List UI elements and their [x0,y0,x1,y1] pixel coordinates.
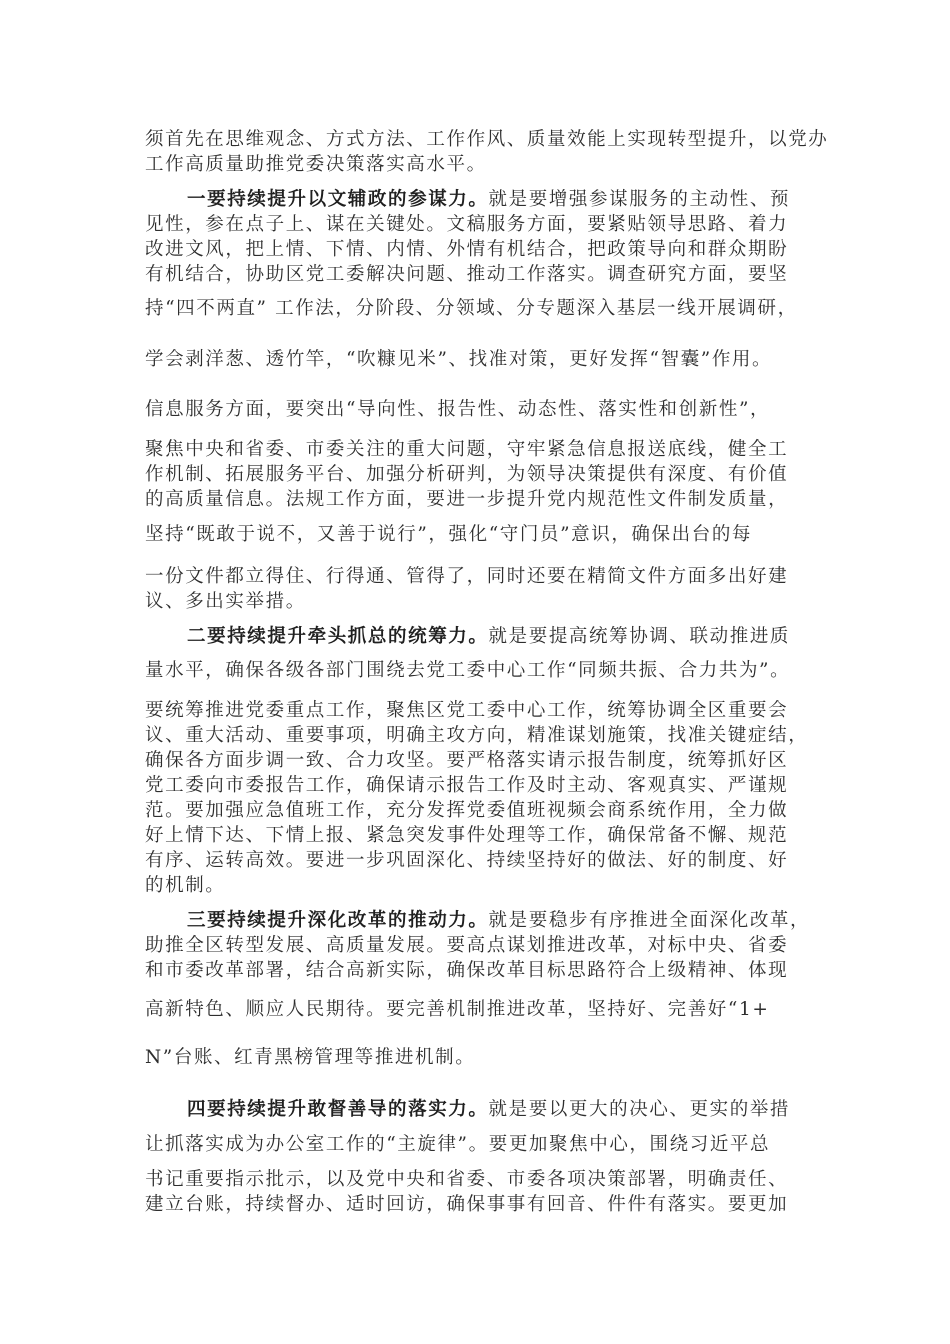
text-line: 见性，参在点子上、谋在关键处。文稿服务方面，要紧贴领导思路、着力 [145,214,789,235]
text-line: 有序、运转高效。要进一步巩固深化、持续坚持好的做法、好的制度、好 [145,850,789,871]
text-line: 持“四不两直” 工作法，分阶段、分领域、分专题深入基层一线开展调研， [145,298,798,319]
text-line: 的机制。 [145,875,226,896]
paragraph-heading: 一要持续提升以文辅政的参谋力。 [187,189,489,210]
paragraph-heading: 四要持续提升敢督善导的落实力。 [187,1099,489,1120]
text-line: 议、多出实举措。 [145,591,306,612]
text-line: 要统筹推进党委重点工作，聚焦区党工委中心工作，统筹协调全区重要会 [145,700,789,721]
paragraph-heading-line: 一要持续提升以文辅政的参谋力。就是要增强参谋服务的主动性、预 [187,189,791,210]
text-line: 助推全区转型发展、高质量发展。要高点谋划推进改革，对标中央、省委 [145,935,789,956]
text-line: 聚焦中央和省委、市委关注的重大问题，守牢紧急信息报送底线，健全工 [145,439,789,460]
text-line: 确保各方面步调一致、合力攻坚。要严格落实请示报告制度，统筹抓好区 [145,750,789,771]
text-line: 议、重大活动、重要事项，明确主攻方向，精准谋划施策，找准关键症结， [145,725,809,746]
text-line: 高新特色、顺应人民期待。要完善机制推进改革，坚持好、完善好“1+ [145,999,770,1020]
text-line: 坚持“既敢于说不，又善于说行”，强化“守门员”意识，确保出台的每 [145,524,753,545]
paragraph-heading-line: 二要持续提升牵头抓总的统筹力。就是要提高统筹协调、联动推进质 [187,626,791,647]
text-line: 信息服务方面，要突出“导向性、报告性、动态性、落实性和创新性”， [145,399,771,420]
text-line: 量水平，确保各级各部门围绕去党工委中心工作“同频共振、合力共为”。 [145,660,791,681]
text-line: 工作高质量助推党委决策落实高水平。 [145,154,487,175]
paragraph-heading: 二要持续提升牵头抓总的统筹力。 [187,626,489,647]
text-line: 和市委改革部署，结合高新实际，确保改革目标思路符合上级精神、体现 [145,960,789,981]
paragraph-heading-line: 四要持续提升敢督善导的落实力。就是要以更大的决心、更实的举措 [187,1099,791,1120]
text-line: 范。要加强应急值班工作，充分发挥党委值班视频会商系统作用，全力做 [145,800,789,821]
text-line: 须首先在思维观念、方式方法、工作作风、质量效能上实现转型提升，以党办 [145,129,829,150]
paragraph-heading-line: 三要持续提升深化改革的推动力。就是要稳步有序推进全面深化改革， [187,910,811,931]
text-line: 一份文件都立得住、行得通、管得了，同时还要在精简文件方面多出好建 [145,566,789,587]
text-line: 作机制、拓展服务平台、加强分析研判，为领导决策提供有深度、有价值 [145,464,789,485]
text-line: 的高质量信息。法规工作方面，要进一步提升党内规范性文件制发质量， [145,489,789,510]
text-line: 有机结合，协助区党工委解决问题、推动工作落实。调查研究方面，要坚 [145,264,789,285]
text-line: 让抓落实成为办公室工作的“主旋律”。要更加聚焦中心，围绕习近平总 [145,1134,771,1155]
text-line: 书记重要指示批示，以及党中央和省委、市委各项决策部署，明确责任、 [145,1169,789,1190]
text-line: 好上情下达、下情上报、紧急突发事件处理等工作，确保常备不懈、规范 [145,825,789,846]
text-line: 学会剥洋葱、透竹竿，“吹糠见米”、找准对策，更好发挥“智囊”作用。 [145,349,773,370]
text-line: N”台账、红青黑榜管理等推进机制。 [145,1047,476,1068]
text-line: 党工委向市委报告工作，确保请示报告工作及时主动、客观真实、严谨规 [145,775,789,796]
text-line: 建立台账，持续督办、适时回访，确保事事有回音、件件有落实。要更加 [145,1194,789,1215]
paragraph-heading: 三要持续提升深化改革的推动力。 [187,910,489,931]
text-line: 改进文风，把上情、下情、内情、外情有机结合，把政策导向和群众期盼 [145,239,789,260]
